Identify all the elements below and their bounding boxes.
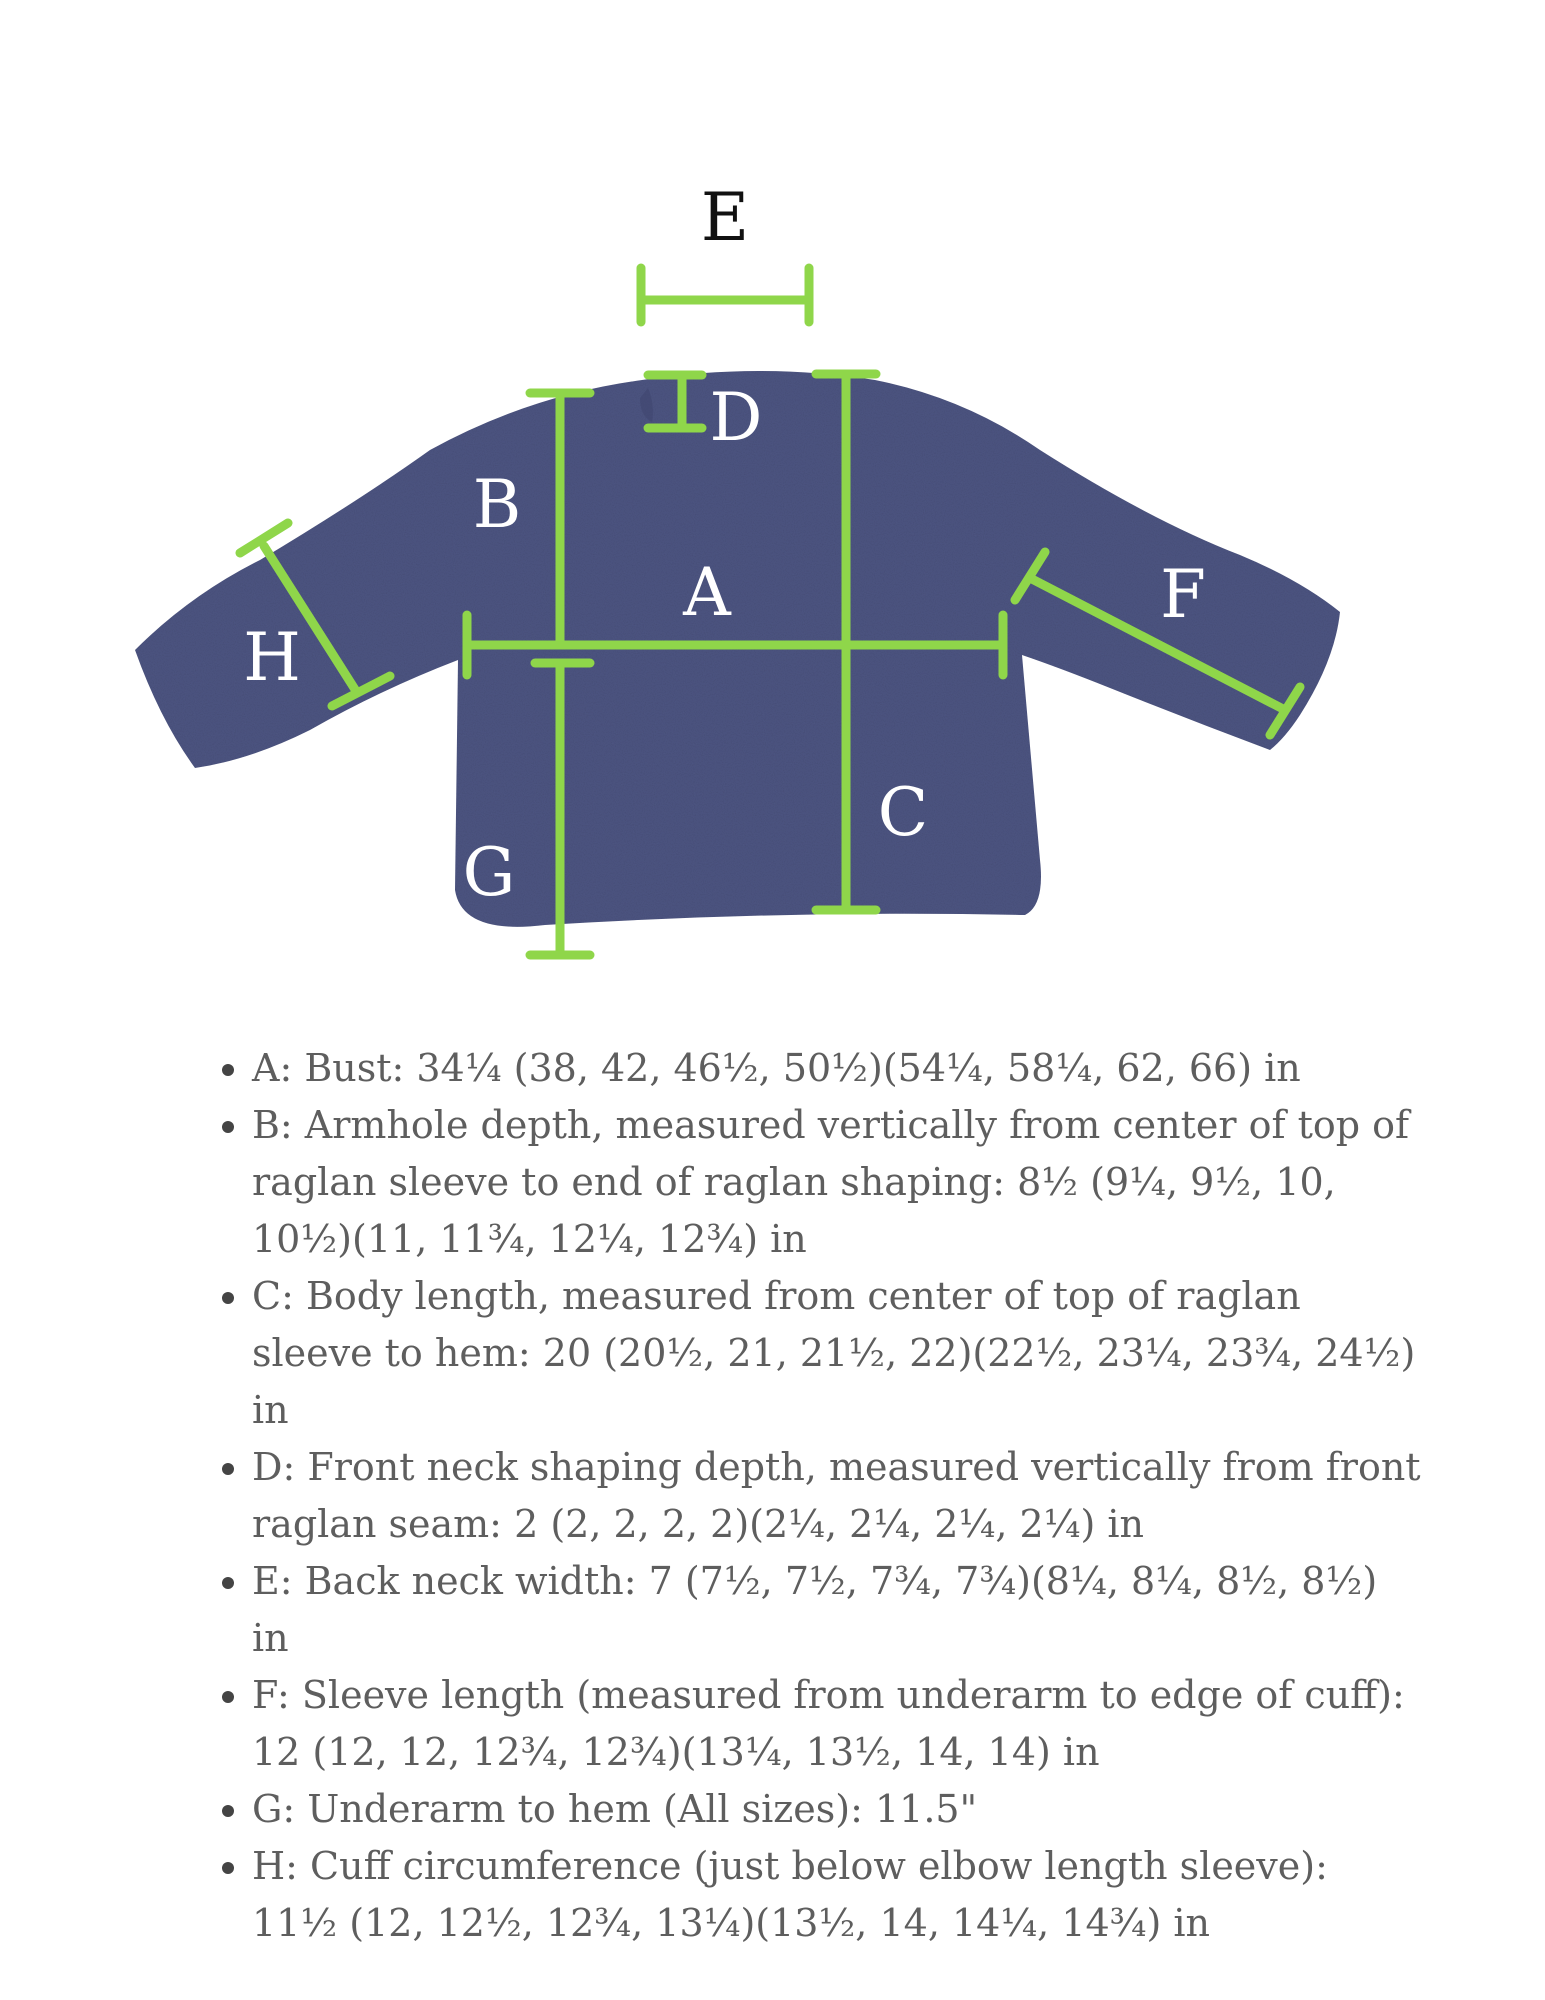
measurement-f: • F: Sleeve length (measured from underarm to edge of cuff): 12 (12, 12, 12¾, 12¾)(13¼, 13½, 14, 14) in (252, 1667, 1422, 1781)
measurement-a: • A: Bust: 34¼ (38, 42, 46½, 50½)(54¼, 58¼, 62, 66) in (252, 1040, 1422, 1097)
measurement-c: • C: Body length, measured from center of top of raglan sleeve to hem: 20 (20½, 21, 21½, 22)(22½, 23¼, 23¾, 24½) in (252, 1268, 1422, 1439)
label-d: D (709, 379, 763, 456)
label-h: H (243, 619, 301, 696)
measurement-g: • G: Underarm to hem (All sizes): 11.5" (252, 1781, 1422, 1838)
measurement-h: • H: Cuff circumference (just below elbow length sleeve): 11½ (12, 12½, 12¾, 13¼)(13½, 14, 14¼, 14¾) in (252, 1838, 1422, 1952)
measurement-d: • D: Front neck shaping depth, measured vertically from front raglan seam: 2 (2, 2, 2, 2)(2¼, 2¼, 2¼, 2¼) in (252, 1439, 1422, 1553)
label-g: G (462, 834, 516, 911)
measurement-e: • E: Back neck width: 7 (7½, 7½, 7¾, 7¾)(8¼, 8¼, 8½, 8½) in (252, 1553, 1422, 1667)
measurement-b: • B: Armhole depth, measured vertically from center of top of raglan sleeve to end of raglan shaping: 8½ (9¼, 9½, 10, 10½)(11, 11¾, 12¼, 12¾) in (252, 1097, 1422, 1268)
label-a: A (683, 554, 731, 631)
measure-e-line (641, 268, 809, 322)
label-e: E (700, 179, 750, 256)
label-f: F (1160, 556, 1206, 633)
measurement-list (200, 1040, 1422, 1952)
label-b: B (472, 466, 522, 543)
label-c: C (877, 774, 929, 851)
